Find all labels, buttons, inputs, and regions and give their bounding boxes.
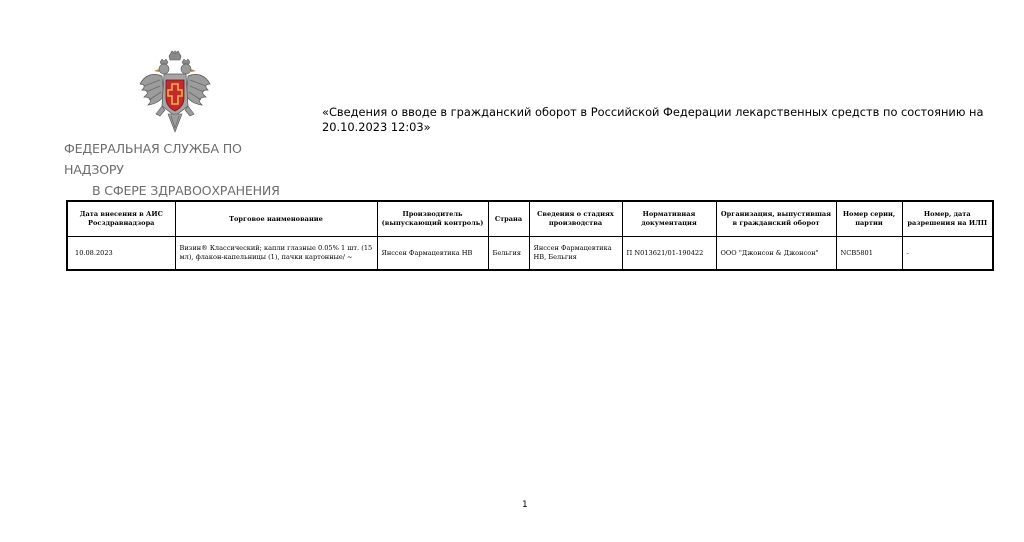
table-cell-trade-name: Визин® Классический; капли глазные 0.05% 1 шт. (15 мл), флакон-капельницы (1), пачки картонные/ ~	[175, 237, 377, 271]
table-header-row	[67, 201, 993, 237]
column-header: Номер серии, партии	[836, 201, 902, 237]
table-cell-permit: -	[902, 237, 993, 271]
agency-name-line2: В СФЕРЕ ЗДРАВООХРАНЕНИЯ	[92, 183, 280, 198]
table-cell-country: Бельгия	[488, 237, 529, 271]
column-header: Организация, выпустившая в гражданский оборот	[716, 201, 836, 237]
table-cell-normative-doc: П N013621/01-190422	[622, 237, 716, 271]
registry-table	[66, 200, 994, 271]
column-header: Дата внесения в АИС Росздравнадзора	[67, 201, 175, 237]
column-header: Номер, дата разрешения на ИЛП	[902, 201, 993, 237]
table-cell-production-stages: Янссен Фармацевтика НВ, Бельгия	[529, 237, 622, 271]
agency-name	[64, 138, 304, 201]
document-title: «Сведения о вводе в гражданский оборот в Российской Федерации лекарственных средств по состоянию на 20.10.2023 12:03»	[322, 105, 984, 134]
table-cell-batch-number: NCB5801	[836, 237, 902, 271]
column-header: Страна	[488, 201, 529, 237]
table-cell-organization: ООО "Джонсон & Джонсон"	[716, 237, 836, 271]
column-header: Сведения о стадиях производства	[529, 201, 622, 237]
table-row	[67, 237, 993, 271]
column-header: Торговое наименование	[175, 201, 377, 237]
agency-name-line1: ФЕДЕРАЛЬНАЯ СЛУЖБА ПО НАДЗОРУ	[64, 141, 242, 177]
column-header: Нормативная документация	[622, 201, 716, 237]
table-cell-date: 10.08.2023	[67, 237, 175, 271]
russian-eagle-emblem-icon	[138, 50, 212, 134]
table-cell-manufacturer: Янссен Фармацевтика НВ	[377, 237, 488, 271]
column-header: Производитель (выпускающий контроль)	[377, 201, 488, 237]
page-number: 1	[522, 500, 528, 510]
